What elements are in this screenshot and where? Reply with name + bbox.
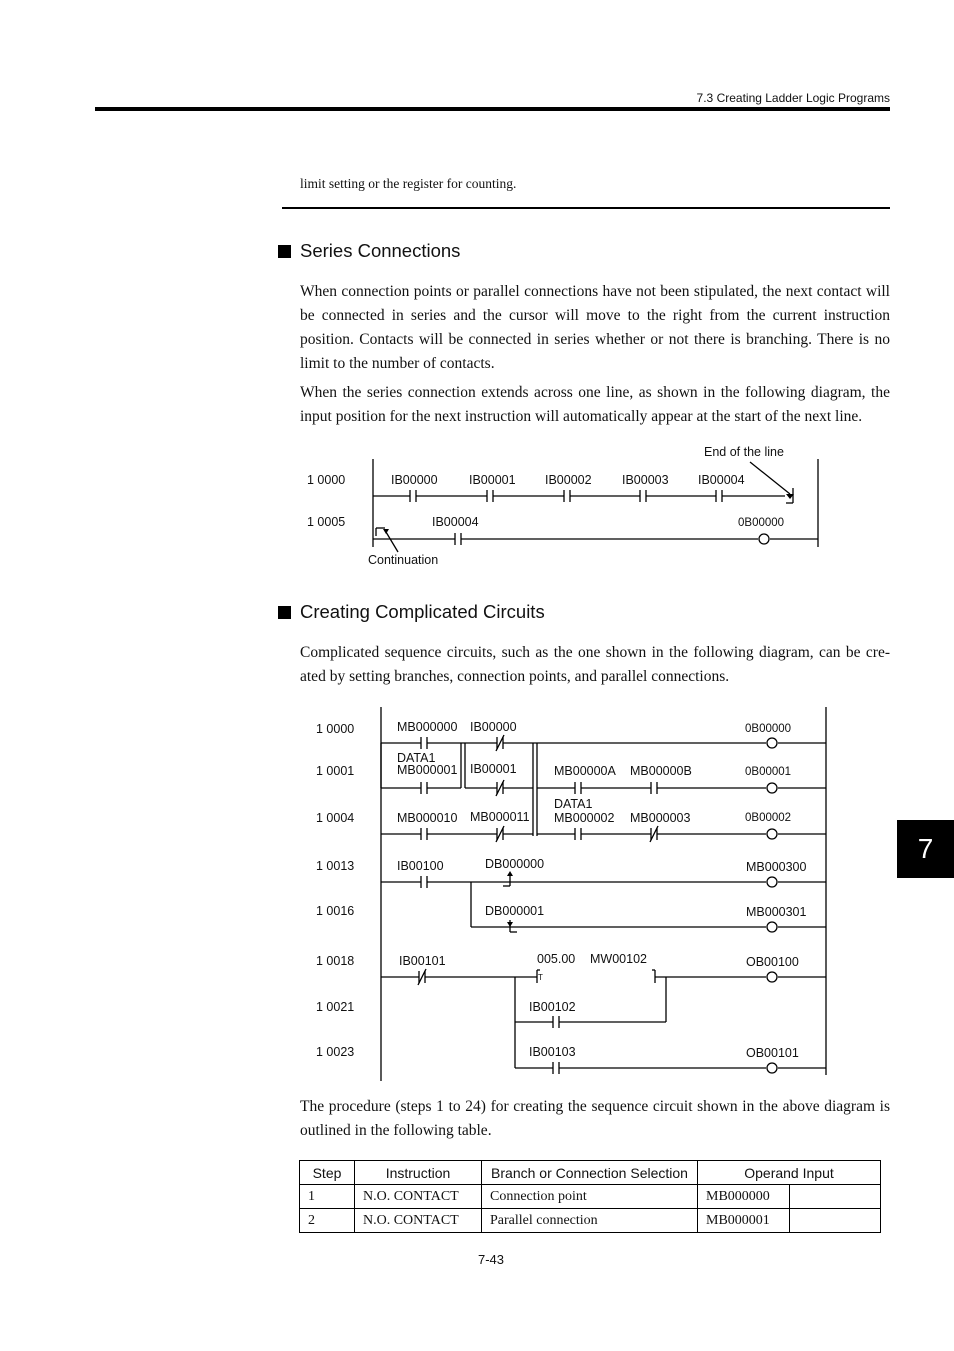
d2-timer-register: MW00102 bbox=[590, 952, 647, 966]
table-cell-extra bbox=[790, 1209, 881, 1233]
d2-contact-label: MB000003 bbox=[630, 811, 691, 825]
d1-row-label: 1 0005 bbox=[307, 515, 346, 529]
table-cell-extra bbox=[790, 1185, 881, 1209]
d2-contact-label: MB000001 bbox=[397, 763, 458, 777]
column-header-instruction: Instruction bbox=[355, 1161, 482, 1185]
d2-coil-label: MB000300 bbox=[746, 860, 807, 874]
d1-contact-label: IB00002 bbox=[545, 473, 592, 487]
d2-contact-label: MB000011 bbox=[470, 810, 530, 824]
d2-contact-label: IB00001 bbox=[470, 762, 517, 776]
column-header-operand: Operand Input bbox=[698, 1161, 881, 1185]
table-cell-operand: MB000000 bbox=[698, 1185, 790, 1209]
complicated-paragraph: Complicated sequence circuits, such as the one shown in the following diagram, can be cre-ated by setting branches, connection points, and parallel connections. bbox=[300, 644, 890, 685]
intro-text: limit setting or the register for counting. bbox=[300, 176, 517, 191]
d2-contact-label: MB00000A bbox=[554, 764, 616, 778]
table-cell-branch: Parallel connection bbox=[482, 1209, 698, 1233]
d2-row-label: 1 0000 bbox=[316, 722, 355, 736]
d2-coil-label: MB000301 bbox=[746, 905, 807, 919]
d2-row-label: 1 0023 bbox=[316, 1045, 355, 1059]
d2-contact-label: IB00101 bbox=[399, 954, 446, 968]
d1-contact-label: IB00001 bbox=[469, 473, 516, 487]
d2-coil-label: 0B00002 bbox=[745, 812, 792, 824]
d2-contact-label: DB000000 bbox=[485, 857, 545, 871]
d1-row-label: 1 0000 bbox=[307, 473, 346, 487]
d2-row-label: 1 0018 bbox=[316, 954, 355, 968]
table-cell-step: 2 bbox=[300, 1209, 355, 1233]
d2-contact-label: IB00000 bbox=[470, 720, 517, 734]
running-header: 7.3 Creating Ladder Logic Programs bbox=[696, 91, 890, 105]
series-paragraph-2: When the series connection extends across one line, as shown in the following diagram, the input position for the next instruction will automatically appear at the start of the next line. bbox=[300, 384, 890, 425]
d1-contact-label: IB00003 bbox=[622, 473, 669, 487]
d1-contact-label: IB00004 bbox=[698, 473, 745, 487]
procedure-table bbox=[299, 1160, 881, 1233]
d2-coil-label: OB00101 bbox=[746, 1046, 799, 1060]
table-cell-branch: Connection point bbox=[482, 1185, 698, 1209]
series-heading-text: Series Connections bbox=[300, 240, 461, 261]
table-cell-step: 1 bbox=[300, 1185, 355, 1209]
column-header-branch: Branch or Connection Selection bbox=[482, 1161, 698, 1185]
d2-contact-label: IB00102 bbox=[529, 1000, 576, 1014]
d2-contact-label: IB00100 bbox=[397, 859, 444, 873]
d1-contact-label: IB00004 bbox=[432, 515, 479, 529]
table-header-row bbox=[300, 1161, 881, 1185]
column-header-step: Step bbox=[300, 1161, 355, 1185]
series-paragraph-1: When connection points or parallel connections have not been stipulated, the next contact will be connected in series and the cursor will move to the right from the current instruction position. Contacts will be connected in series whether or not there is branching. There is no limit to the number of contacts. bbox=[300, 283, 890, 372]
page-number: 7-43 bbox=[478, 1252, 505, 1267]
d2-coil-label: 0B00000 bbox=[745, 723, 792, 735]
d2-contact-label: MB000002 bbox=[554, 811, 615, 825]
d2-contact-label: MB000000 bbox=[397, 720, 458, 734]
d2-contact-label: IB00103 bbox=[529, 1045, 576, 1059]
d2-contact-label: DB000001 bbox=[485, 904, 545, 918]
table-cell-instruction: N.O. CONTACT bbox=[355, 1185, 482, 1209]
d2-timer-value: 005.00 bbox=[537, 952, 576, 966]
procedure-paragraph: The procedure (steps 1 to 24) for creating the sequence circuit shown in the above diagram is outlined in the following table. bbox=[300, 1098, 890, 1139]
d2-coil-label: 0B00001 bbox=[745, 766, 792, 778]
table-row bbox=[300, 1209, 881, 1233]
d2-row-label: 1 0016 bbox=[316, 904, 355, 918]
table-cell-operand: MB000001 bbox=[698, 1209, 790, 1233]
d2-register-label: DATA1 bbox=[397, 751, 436, 765]
d1-coil-label: 0B00000 bbox=[738, 517, 785, 529]
d2-register-label: DATA1 bbox=[554, 797, 593, 811]
d2-coil-label: OB00100 bbox=[746, 955, 799, 969]
d2-timer-symbol: T bbox=[538, 973, 543, 982]
d2-row-label: 1 0013 bbox=[316, 859, 355, 873]
complicated-heading-text: Creating Complicated Circuits bbox=[300, 601, 545, 622]
table-row bbox=[300, 1185, 881, 1209]
d2-row-label: 1 0004 bbox=[316, 811, 355, 825]
d2-row-label: 1 0001 bbox=[316, 764, 355, 778]
d1-contact-label: IB00000 bbox=[391, 473, 438, 487]
continuation-label: Continuation bbox=[368, 553, 439, 567]
table-cell-instruction: N.O. CONTACT bbox=[355, 1209, 482, 1233]
chapter-tab: 7 bbox=[897, 820, 954, 878]
d2-row-label: 1 0021 bbox=[316, 1000, 355, 1014]
d2-contact-label: MB000010 bbox=[397, 811, 458, 825]
end-of-line-label: End of the line bbox=[704, 445, 784, 459]
d2-contact-label: MB00000B bbox=[630, 764, 692, 778]
